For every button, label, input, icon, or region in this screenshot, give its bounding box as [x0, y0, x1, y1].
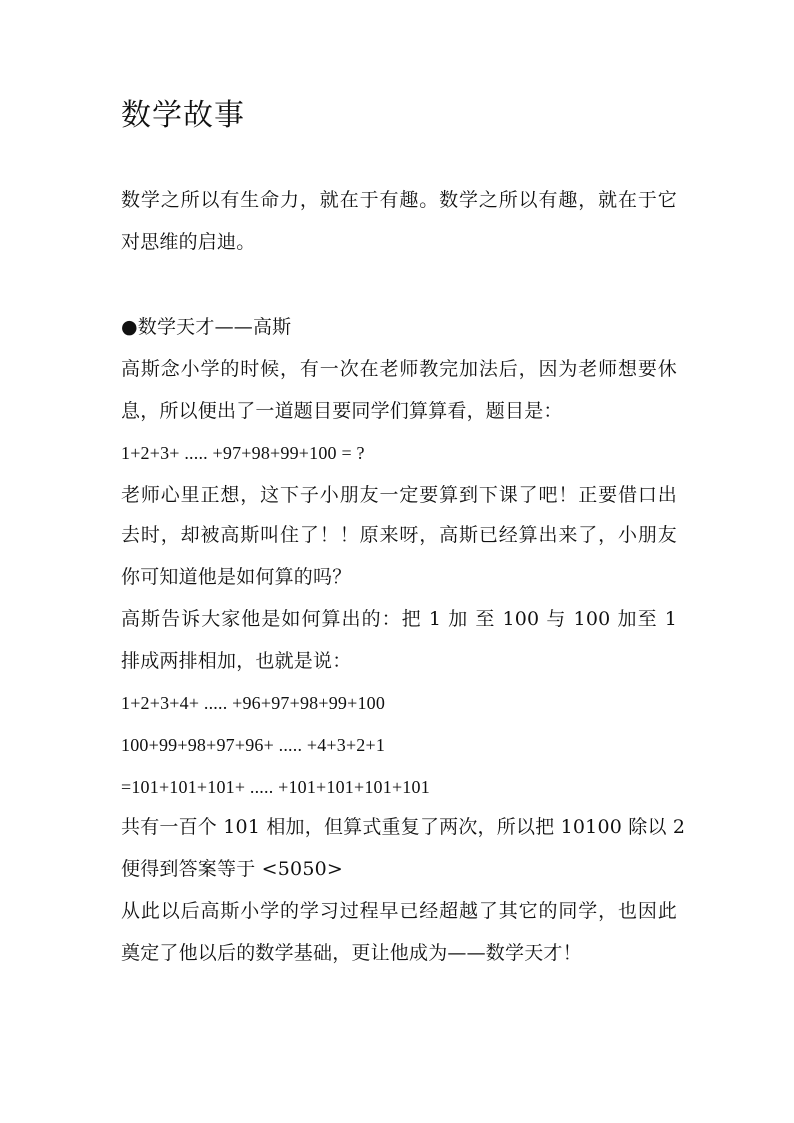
intro-line-2: 对思维的启迪。 [121, 231, 256, 253]
story-line: 共有一百个 101 相加，但算式重复了两次，所以把 10100 除以 2 [121, 816, 686, 838]
story-line: 高斯告诉大家他是如何算出的：把 1 加 至 100 与 100 加至 1 [121, 608, 677, 630]
story-line: 高斯念小学的时候，有一次在老师教完加法后，因为老师想要休 [121, 358, 677, 380]
story-heading: ●数学天才——高斯 [121, 316, 292, 338]
story-line: 息，所以便出了一道题目要同学们算算看，题目是： [121, 400, 563, 422]
story-line: 老师心里正想，这下子小朋友一定要算到下课了吧！正要借口出 [121, 484, 677, 506]
story-line: 排成两排相加，也就是说： [121, 650, 352, 672]
story-line: 去时，却被高斯叫住了！！原来呀，高斯已经算出来了，小朋友 [121, 524, 677, 546]
sum-row-forward: 1+2+3+4+ ..... +96+97+98+99+100 [121, 693, 386, 713]
sum-row-reverse: 100+99+98+97+96+ ..... +4+3+2+1 [121, 735, 386, 755]
story-line: 从此以后高斯小学的学习过程早已经超越了其它的同学，也因此 [121, 900, 677, 922]
answer-line: 便得到答案等于 <5050> [121, 858, 344, 880]
story-line: 你可知道他是如何算的吗？ [121, 566, 352, 588]
story-line: 奠定了他以后的数学基础，更让他成为——数学天才！ [121, 942, 582, 964]
page-title: 数学故事 [121, 98, 245, 133]
sum-row-total: =101+101+101+ ..... +101+101+101+101 [121, 777, 430, 797]
problem-formula: 1+2+3+ ..... +97+98+99+100 = ? [121, 443, 365, 463]
intro-line-1: 数学之所以有生命力，就在于有趣。数学之所以有趣，就在于它 [121, 189, 677, 211]
